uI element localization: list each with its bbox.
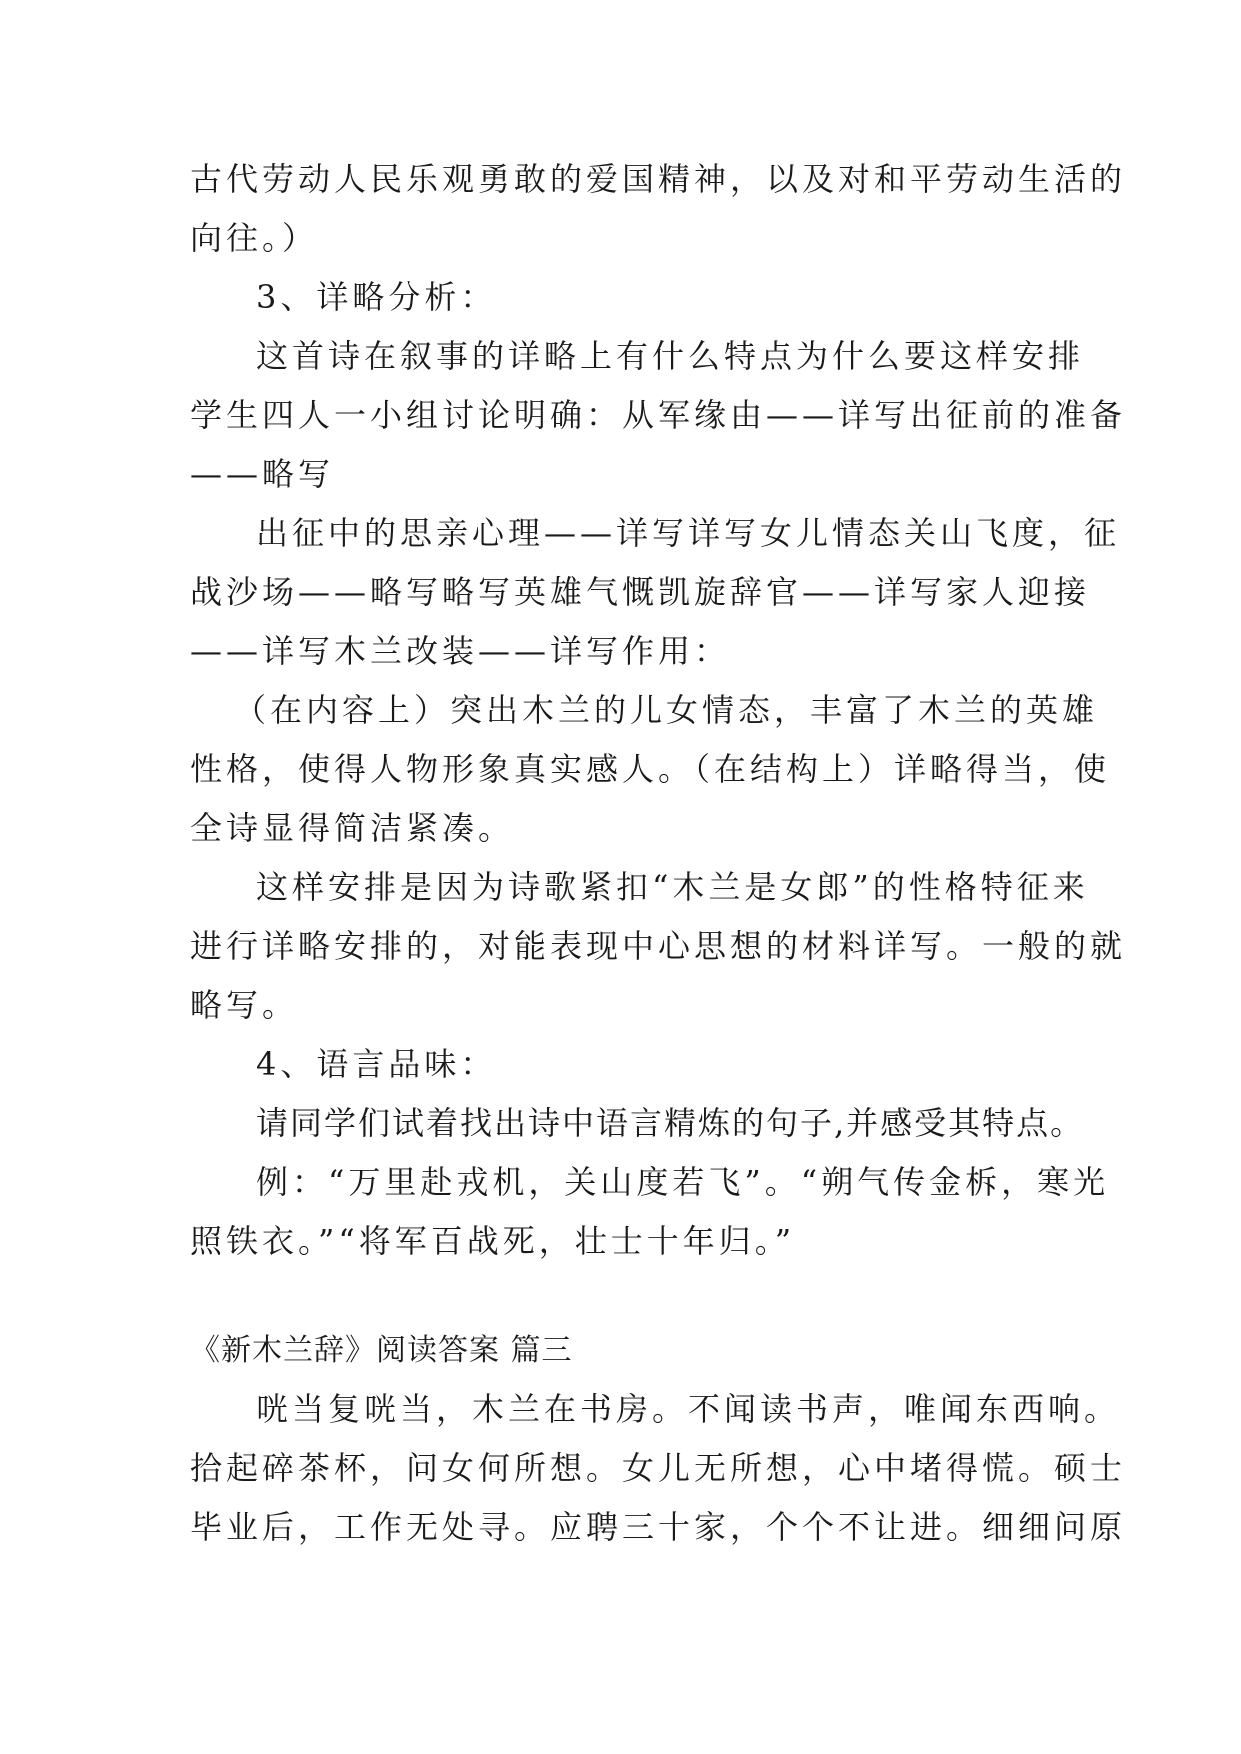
paragraph-line: 这首诗在叙事的详略上有什么特点为什么要这样安排 (256, 337, 1085, 375)
paragraph-line: 例：“万里赴戎机，关山度若飞”。“朔气传金柝，寒光 (256, 1163, 1110, 1201)
poem-line: 毕业后，工作无处寻。应聘三十家，个个不让进。细细问原 (190, 1508, 1127, 1546)
subheading-language: 4、语言品味： (256, 1045, 497, 1083)
paragraph-line: 性格，使得人物形象真实感人。（在结构上）详略得当，使 (190, 750, 1111, 788)
poem-line: 咣当复咣当，木兰在书房。不闻读书声，唯闻东西响。 (256, 1390, 1121, 1428)
section-three-heading: 《新木兰辞》阅读答案 篇三 (190, 1333, 573, 1368)
paragraph-line: 全诗显得简洁紧凑。 (190, 809, 515, 847)
subheading-detail-analysis: 3、详略分析： (256, 278, 497, 316)
paragraph-line: ——详写木兰改装——详写作用： (190, 632, 731, 670)
paragraph-line: 古代劳动人民乐观勇敢的爱国精神，以及对和平劳动生活的 (190, 160, 1127, 198)
paragraph-line: 略写。 (190, 986, 299, 1024)
paragraph-line: 战沙场——略写略写英雄气慨凯旋辞官——详写家人迎接 (190, 573, 1091, 611)
paragraph-line: （在内容上）突出木兰的儿女情态，丰富了木兰的英雄 (234, 691, 1099, 729)
paragraph-line: 进行详略安排的，对能表现中心思想的材料详写。一般的就 (190, 927, 1127, 965)
paragraph-line: 出征中的思亲心理——详写详写女儿情态关山飞度，征 (256, 514, 1121, 552)
document-page (190, 150, 1127, 1557)
paragraph-line: 照铁衣。”“将军百战死，壮士十年归。” (190, 1222, 796, 1260)
poem-line: 拾起碎茶杯，问女何所想。女儿无所想，心中堵得慌。硕士 (190, 1449, 1127, 1487)
paragraph-line: 请同学们试着找出诗中语言精炼的句子,并感受其特点。 (256, 1104, 1085, 1142)
paragraph-line: 这样安排是因为诗歌紧扣“木兰是女郎”的性格特征来 (256, 868, 1089, 906)
paragraph-line: 向往。） (190, 219, 319, 257)
paragraph-line: 学生四人一小组讨论明确：从军缘由——详写出征前的准备 (190, 396, 1127, 434)
paragraph-line: ——略写 (190, 455, 335, 493)
